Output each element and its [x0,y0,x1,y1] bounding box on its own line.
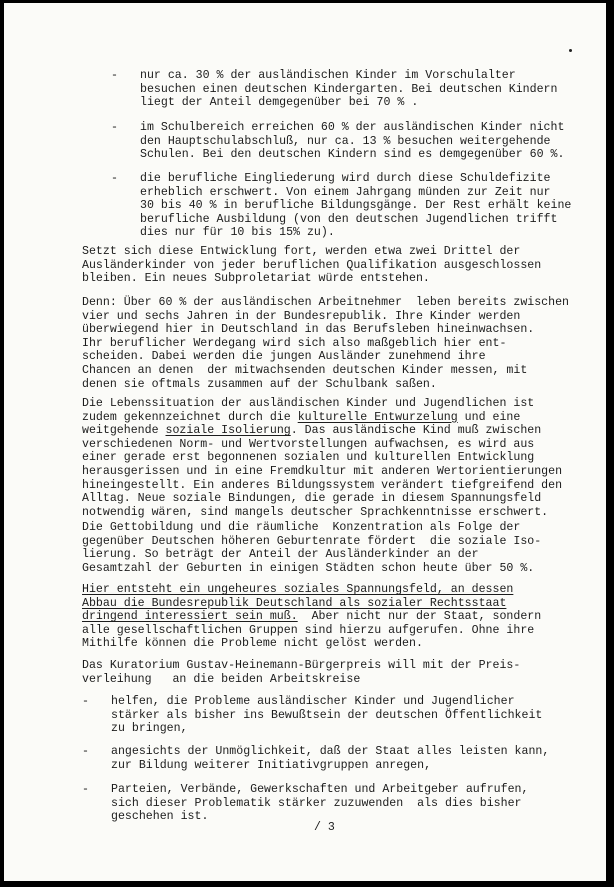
text-line: Ausländerkinder von jeder beruflichen Qualifikation ausgeschlossen [82,258,542,272]
text-line: zudem gekennzeichnet durch die kulturelle Entwurzelung und eine [82,410,521,424]
bullet-item [82,695,602,736]
text-line: einer gerade erst begonnenen sozialen und kulturellen Entwicklung [82,451,535,465]
underlined-line: Abbau die Bundesrepublik Deutschland als sozialer Rechtsstaat [82,596,507,610]
bullet-marker: - [111,69,118,82]
text-line: - angesichts der Unmöglichkeit, daß der Staat alles leisten kann, [82,745,550,758]
bullet-item [111,172,606,240]
text-line: zur Bildung weiterer Initiativgruppen anregen, [111,758,432,772]
paragraph [82,583,602,651]
bullet-marker: - [111,121,118,134]
underlined-phrase: soziale Isolierung [165,424,291,438]
text-line: zu bringen, [111,722,188,736]
text-line: herausgerissen und in eine Fremdkultur mit anderen Wertorientierungen [82,464,563,478]
text-line: geschehen ist. [111,810,209,824]
document-page [4,3,606,881]
bullet-marker: - [82,745,89,758]
paragraph [82,521,602,575]
text-line: Die Lebenssituation der ausländischen Kinder und Jugendlichen ist [82,397,535,410]
text-line: verleihung an die beiden Arbeitskreise [82,672,361,686]
text-line: den Hauptschulabschluß, nur ca. 13 % besuchen weitergehende [140,134,551,148]
text-line: Ihr beruflicher Werdegang wird sich also maßgeblich hier ent- [82,336,507,350]
paragraph [82,245,602,286]
bullet-item [82,745,602,772]
text-line: Mithilfe können die Probleme nicht gelöst werden. [82,637,423,651]
text-line: berufliche Ausbildung (von den deutschen Jugendlichen trifft [140,212,558,226]
text-line: - im Schulbereich erreichen 60 % der ausländischen Kinder nicht [111,121,565,134]
text-line: Gesamtzahl der Geburten in einigen Städten schon heute über 50 %. [82,561,535,575]
text-line: - helfen, die Probleme ausländischer Kinder und Jugendlicher [82,695,515,708]
bullet-marker: - [82,695,89,708]
text-line: Alltag. Neue soziale Bindungen, die gerade in diesem Spannungsfeld [82,492,542,506]
page-marker: / 3 [314,821,335,834]
paragraph [82,397,602,519]
paragraph [82,296,602,391]
text-line: gegenüber Deutschen höheren Geburtenrate fördert die soziale Iso- [82,534,542,548]
text-line: Die Gettobildung und die räumliche Konzentration als Folge der [82,521,521,534]
text-line: Denn: Über 60 % der ausländischen Arbeitnehmer leben bereits zwischen [82,296,570,309]
text-line: dies nur für 10 bis 15% zu). [140,226,335,240]
text-line: bleiben. Ein neues Subproletariat würde entstehen. [82,272,430,286]
bullet-item [82,783,602,824]
text-line: hineingestellt. Ein anderes Bildungssystem verändert tiefgreifend den [82,478,563,492]
text-line: sich dieser Problematik stärker zuzuwenden als dies bisher [111,796,522,810]
paragraph [82,659,602,686]
text-line: weitgehende soziale Isolierung. Das ausländische Kind muß zwischen [82,424,542,438]
text-line: liegt der Anteil demgegenüber bei 70 % . [140,96,419,110]
text-line: besuchen einen deutschen Kindergarten. Bei deutschen Kindern [140,82,558,96]
bullet-marker: - [82,783,89,796]
text-line: überwiegend hier in Deutschland in das Berufsleben hineinwachsen. [82,323,535,337]
text-line: alle gesellschaftlichen Gruppen sind hierzu aufgerufen. Ohne ihre [82,623,535,637]
text-line: - nur ca. 30 % der ausländischen Kinder im Vorschulalter [111,69,516,82]
text-line: Schulen. Bei den deutschen Kindern sind es demgegenüber 60 %. [140,148,565,162]
speck-mark [569,49,572,52]
text-line: notwendig wären, sind mangels deutscher Sprachkenntnisse erschwert. [82,505,549,519]
text-line: stärker als bisher ins Bewußtsein der deutschen Öffentlichkeit [111,708,543,722]
text-line: - die berufliche Eingliederung wird durch diese Schuldefizite [111,172,551,185]
text-line: erheblich erschwert. Von einem Jahrgang münden zur Zeit nur [140,185,551,199]
text-line: vier und sechs Jahren in der Bundesrepublik. Ihre Kinder werden [82,309,521,323]
text-line: Chancen an denen der mitwachsenden deutschen Kinder messen, mit [82,363,528,377]
bullet-item [111,121,606,162]
text-line: dringend interessiert sein muß. Aber nicht nur der Staat, sondern [82,610,542,624]
text-line: 30 bis 40 % in berufliche Bildungsgänge. Der Rest erhält keine [140,199,572,213]
text-line: Das Kuratorium Gustav-Heinemann-Bürgerpreis will mit der Preis- [82,659,521,672]
text-line: verschiedenen Norm- und Wertvorstellungen aufwachsen, es wird aus [82,437,535,451]
text-line: scheiden. Dabei werden die jungen Ausländer zunehmend ihre [82,350,486,364]
underlined-line: Hier entsteht ein ungeheures soziales Spannungsfeld, an dessen [82,583,514,596]
text-line: denen sie oftmals zusammen auf der Schulbank saßen. [82,377,437,391]
text-line: - Parteien, Verbände, Gewerkschaften und Arbeitgeber aufrufen, [82,783,529,796]
bullet-marker: - [111,172,118,185]
bullet-item [111,69,606,110]
text-line: Setzt sich diese Entwicklung fort, werden etwa zwei Drittel der [82,245,521,258]
underlined-phrase: dringend interessiert sein muß. [82,610,298,624]
text-line: lierung. So beträgt der Anteil der Ausländerkinder an der [82,548,479,562]
underlined-phrase: kulturelle Entwurzelung [297,410,458,424]
